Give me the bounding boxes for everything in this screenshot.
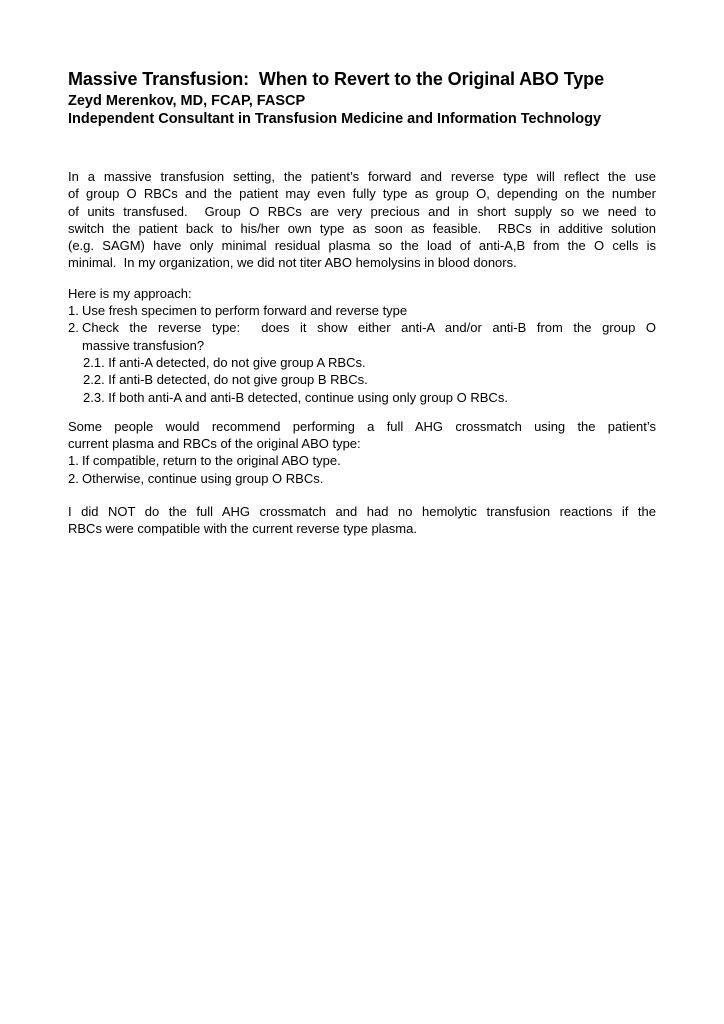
list-marker: 1. <box>68 453 79 469</box>
text-line: (e.g. SAGM) have only minimal residual plasma so the load of anti-A,B from the O cells is <box>68 238 656 254</box>
text-line: Here is my approach: <box>68 285 192 301</box>
text-line: Otherwise, continue using group O RBCs. <box>82 470 324 486</box>
list-item-content <box>82 319 656 354</box>
text-line: 2.3. If both anti-A and anti-B detected, continue using only group O RBCs. <box>83 389 508 405</box>
text-line: Some people would recommend performing a full AHG crossmatch using the patient’s <box>68 418 656 434</box>
text-line: 2.1. If anti-A detected, do not give group A RBCs. <box>83 354 366 370</box>
author-line: Zeyd Merenkov, MD, FCAP, FASCP <box>68 93 306 109</box>
list-item <box>68 452 656 469</box>
text-line: I did NOT do the full AHG crossmatch and had no hemolytic transfusion reactions if the <box>68 504 656 520</box>
document-title: Massive Transfusion: When to Revert to the Original ABO Type <box>68 69 604 89</box>
document-content <box>68 69 656 538</box>
sub-list-item <box>68 389 656 406</box>
text-line: RBCs were compatible with the current reverse type plasma. <box>68 521 417 537</box>
affiliation-line: Independent Consultant in Transfusion Medicine and Information Technology <box>68 111 602 127</box>
list-item-content <box>82 470 656 487</box>
text-line: minimal. In my organization, we did not titer ABO hemolysins in blood donors. <box>68 255 517 271</box>
paragraph <box>68 168 656 272</box>
list-marker: 2. <box>68 320 79 336</box>
list-marker: 2. <box>68 470 79 486</box>
list-item-content <box>82 452 656 469</box>
text-line: In a massive transfusion setting, the patient’s forward and reverse type will reflect the use <box>68 169 656 184</box>
sub-list-item <box>68 354 656 371</box>
text-line: Check the reverse type: does it show either anti-A and/or anti-B from the group O <box>82 320 656 336</box>
list-item-content <box>82 302 656 319</box>
list-item <box>68 302 656 319</box>
text-line: of units transfused. Group O RBCs are very precious and in short supply so we need to <box>68 203 656 219</box>
text-line: massive transfusion? <box>82 337 205 353</box>
list-item <box>68 319 656 354</box>
sub-list-item <box>68 371 656 388</box>
text-line: of group O RBCs and the patient may even fully type as group O, depending on the number <box>68 186 656 202</box>
list-marker: 1. <box>68 303 79 319</box>
text-line: current plasma and RBCs of the original ABO type: <box>68 436 361 452</box>
text-line: Use fresh specimen to perform forward and reverse type <box>82 303 408 319</box>
paragraph <box>68 418 656 453</box>
paragraph <box>68 503 656 538</box>
list-item <box>68 470 656 487</box>
paragraph <box>68 285 656 302</box>
document-body <box>68 168 656 538</box>
text-line: switch the patient back to his/her own type as soon as feasible. RBCs in additive solution <box>68 220 656 236</box>
text-line: 2.2. If anti-B detected, do not give group B RBCs. <box>83 372 368 388</box>
text-line: If compatible, return to the original ABO type. <box>82 453 341 469</box>
